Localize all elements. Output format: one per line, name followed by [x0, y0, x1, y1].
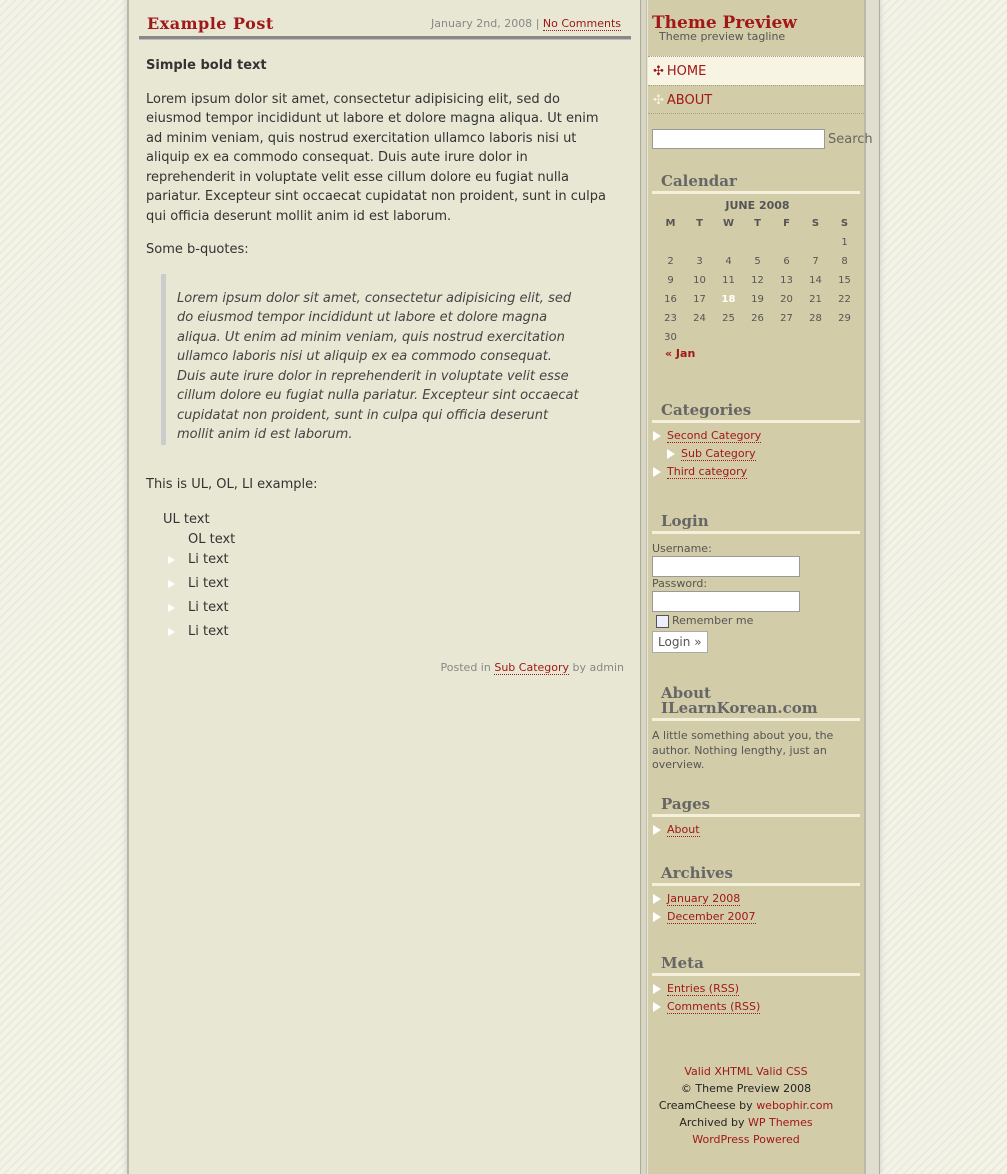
calendar-day: 5: [754, 256, 761, 267]
column-separator: [640, 0, 647, 1174]
calendar-day: [772, 328, 801, 347]
login-title: Login: [652, 514, 860, 534]
page: [127, 0, 880, 1174]
post-date: January 2nd, 2008: [431, 17, 533, 30]
calendar-day: 20: [780, 294, 793, 305]
weekday-header: T: [696, 218, 703, 229]
category-link[interactable]: Third category: [667, 465, 748, 478]
calendar-day: 11: [722, 275, 735, 286]
calendar-day: 25: [722, 313, 735, 324]
weekday-header: S: [811, 218, 820, 229]
calendar-day: [772, 233, 801, 252]
cross-icon: ✣: [653, 64, 664, 79]
calendar-day: 14: [809, 275, 822, 286]
calendar-day: 8: [841, 256, 848, 267]
sidebar-footer: [638, 1063, 854, 1148]
webophir-link[interactable]: webophir.com: [756, 1099, 834, 1112]
category-link[interactable]: Sub Category: [494, 661, 570, 674]
page-link[interactable]: About: [667, 823, 700, 836]
calendar-day: [685, 233, 714, 252]
meta-link[interactable]: Entries (RSS): [667, 982, 739, 995]
pages-title: Pages: [652, 797, 860, 817]
calendar-day: 29: [838, 313, 851, 324]
search-button[interactable]: Search: [828, 131, 873, 147]
calendar-day: 9: [667, 275, 674, 286]
bold-text: Simple bold text: [146, 58, 267, 73]
archive-link[interactable]: December 2007: [667, 910, 756, 923]
archive-link[interactable]: January 2008: [667, 892, 741, 905]
calendar-day: 10: [693, 275, 706, 286]
wordpress-link[interactable]: WordPress Powered: [692, 1133, 800, 1146]
calendar-day: [714, 233, 743, 252]
calendar-today: 18: [721, 294, 736, 305]
nav-about[interactable]: [648, 85, 864, 114]
calendar-day: [801, 328, 830, 347]
calendar-day: [743, 328, 772, 347]
calendar-day: 15: [838, 275, 851, 286]
about-text: A little something about you, the author. Nothing lengthy, just an overview.: [652, 729, 834, 771]
categories-title: Categories: [652, 403, 860, 423]
calendar-day: 23: [664, 313, 677, 324]
calendar-day: [830, 328, 859, 347]
calendar-day: 24: [693, 313, 706, 324]
blockquote: Lorem ipsum dolor sit amet, consectetur adipisicing elit, sed do eiusmod tempor incididunt ut labore et dolore magna aliqua. Ut enim ad minim veniam, quis nostrud exercitation ullamco laboris nisi ut aliquip ex ea commodo consequat. Duis aute irure dolor in reprehenderit in voluptate velit esse cillum dolore eu fugiat nulla pariatur. Excepteur sint occaecat cupidatat non proident, sunt in culpa qui officia deserunt mollit anim id est laborum.: [161, 274, 591, 445]
calendar-day: 1: [841, 237, 848, 248]
css-link[interactable]: Valid CSS: [756, 1065, 808, 1078]
ol-item: OL text: [188, 532, 236, 547]
list-intro: This is UL, OL, LI example:: [146, 476, 318, 492]
post-footer: [146, 658, 624, 678]
calendar-day: [743, 233, 772, 252]
nav-label: ABOUT: [666, 93, 713, 108]
password-label: Password:: [652, 577, 708, 590]
calendar-day: 30: [664, 332, 677, 343]
calendar-day: 6: [783, 256, 790, 267]
search-input[interactable]: [652, 129, 825, 149]
calendar-prev-link[interactable]: « Jan: [665, 347, 696, 360]
site-tagline: Theme preview tagline: [659, 30, 786, 43]
weekday-header: W: [722, 218, 735, 229]
comments-link[interactable]: No Comments: [542, 17, 621, 30]
calendar-day: 17: [693, 294, 706, 305]
li-item: Li text: [188, 572, 616, 596]
calendar-day: 3: [696, 256, 703, 267]
category-link[interactable]: Sub Category: [681, 447, 756, 460]
calendar-day: [685, 328, 714, 347]
remember-label: Remember me: [672, 614, 754, 627]
remember-checkbox[interactable]: [656, 615, 669, 628]
weekday-header: T: [754, 218, 761, 229]
weekday-header: F: [783, 218, 790, 229]
nav-label: HOME: [666, 64, 707, 79]
calendar-day: 7: [812, 256, 819, 267]
calendar-title: Calendar: [652, 174, 860, 194]
username-label: Username:: [652, 542, 712, 555]
calendar-day: 13: [780, 275, 793, 286]
calendar: [656, 194, 859, 347]
about-title: About ILearnKorean.com: [652, 686, 860, 721]
right-border: [864, 0, 879, 1174]
calendar-day: 12: [751, 275, 764, 286]
ul-item: UL text: [163, 512, 210, 527]
xhtml-link[interactable]: Valid XHTML: [684, 1065, 753, 1078]
meta-separator: |: [535, 17, 540, 30]
calendar-day: 27: [780, 313, 793, 324]
calendar-caption: JUNE 2008: [725, 199, 790, 212]
weekday-header: M: [665, 218, 676, 229]
calendar-day: [801, 233, 830, 252]
weekday-header: S: [840, 218, 849, 229]
li-item: Li text: [188, 596, 616, 620]
archive-label: Archived by: [679, 1116, 745, 1129]
li-item: Li text: [188, 548, 616, 572]
archives-title: Archives: [652, 866, 860, 886]
calendar-day: [656, 233, 685, 252]
li-item: Li text: [188, 620, 616, 644]
calendar-day: 28: [809, 313, 822, 324]
calendar-day: 2: [667, 256, 674, 267]
meta-link[interactable]: Comments (RSS): [667, 1000, 761, 1013]
calendar-day: 16: [664, 294, 677, 305]
sidebar: [648, 0, 873, 1174]
calendar-day: 21: [809, 294, 822, 305]
calendar-day: [714, 328, 743, 347]
password-input[interactable]: [652, 591, 800, 612]
calendar-day: 4: [725, 256, 732, 267]
paragraph: Lorem ipsum dolor sit amet, consectetur adipisicing elit, sed do eiusmod tempor incididunt ut labore et dolore magna aliqua. Ut enim ad minim veniam, quis nostrud exercitation ullamco laboris nisi ut aliquip ex ea commodo consequat. Duis aute irure dolor in reprehenderit in voluptate velit esse cillum dolore eu fugiat nulla pariatur. Excepteur sint occaecat cupidatat non proident, sunt in culpa qui officia deserunt mollit anim id est laborum.: [146, 91, 606, 224]
calendar-day: 26: [751, 313, 764, 324]
username-input[interactable]: [652, 556, 800, 577]
calendar-day: 19: [751, 294, 764, 305]
copyright: © Theme Preview 2008: [680, 1082, 812, 1095]
category-link[interactable]: Second Category: [667, 429, 762, 442]
cross-icon: ✣: [653, 93, 664, 108]
login-button[interactable]: Login »: [652, 631, 708, 653]
posted-in-label: Posted in: [440, 661, 491, 674]
wpthemes-link[interactable]: WP Themes: [747, 1116, 813, 1129]
site-title[interactable]: Theme Preview: [652, 13, 797, 33]
meta-title: Meta: [652, 956, 860, 976]
title-rule: [139, 36, 631, 40]
nav-home[interactable]: [648, 56, 864, 85]
post-meta: [431, 17, 621, 30]
credit-label: CreamCheese by: [658, 1099, 753, 1112]
author: by admin: [572, 661, 624, 674]
calendar-day: 22: [838, 294, 851, 305]
post-title[interactable]: Example Post: [147, 14, 274, 33]
bq-intro: Some b-quotes:: [146, 242, 249, 257]
